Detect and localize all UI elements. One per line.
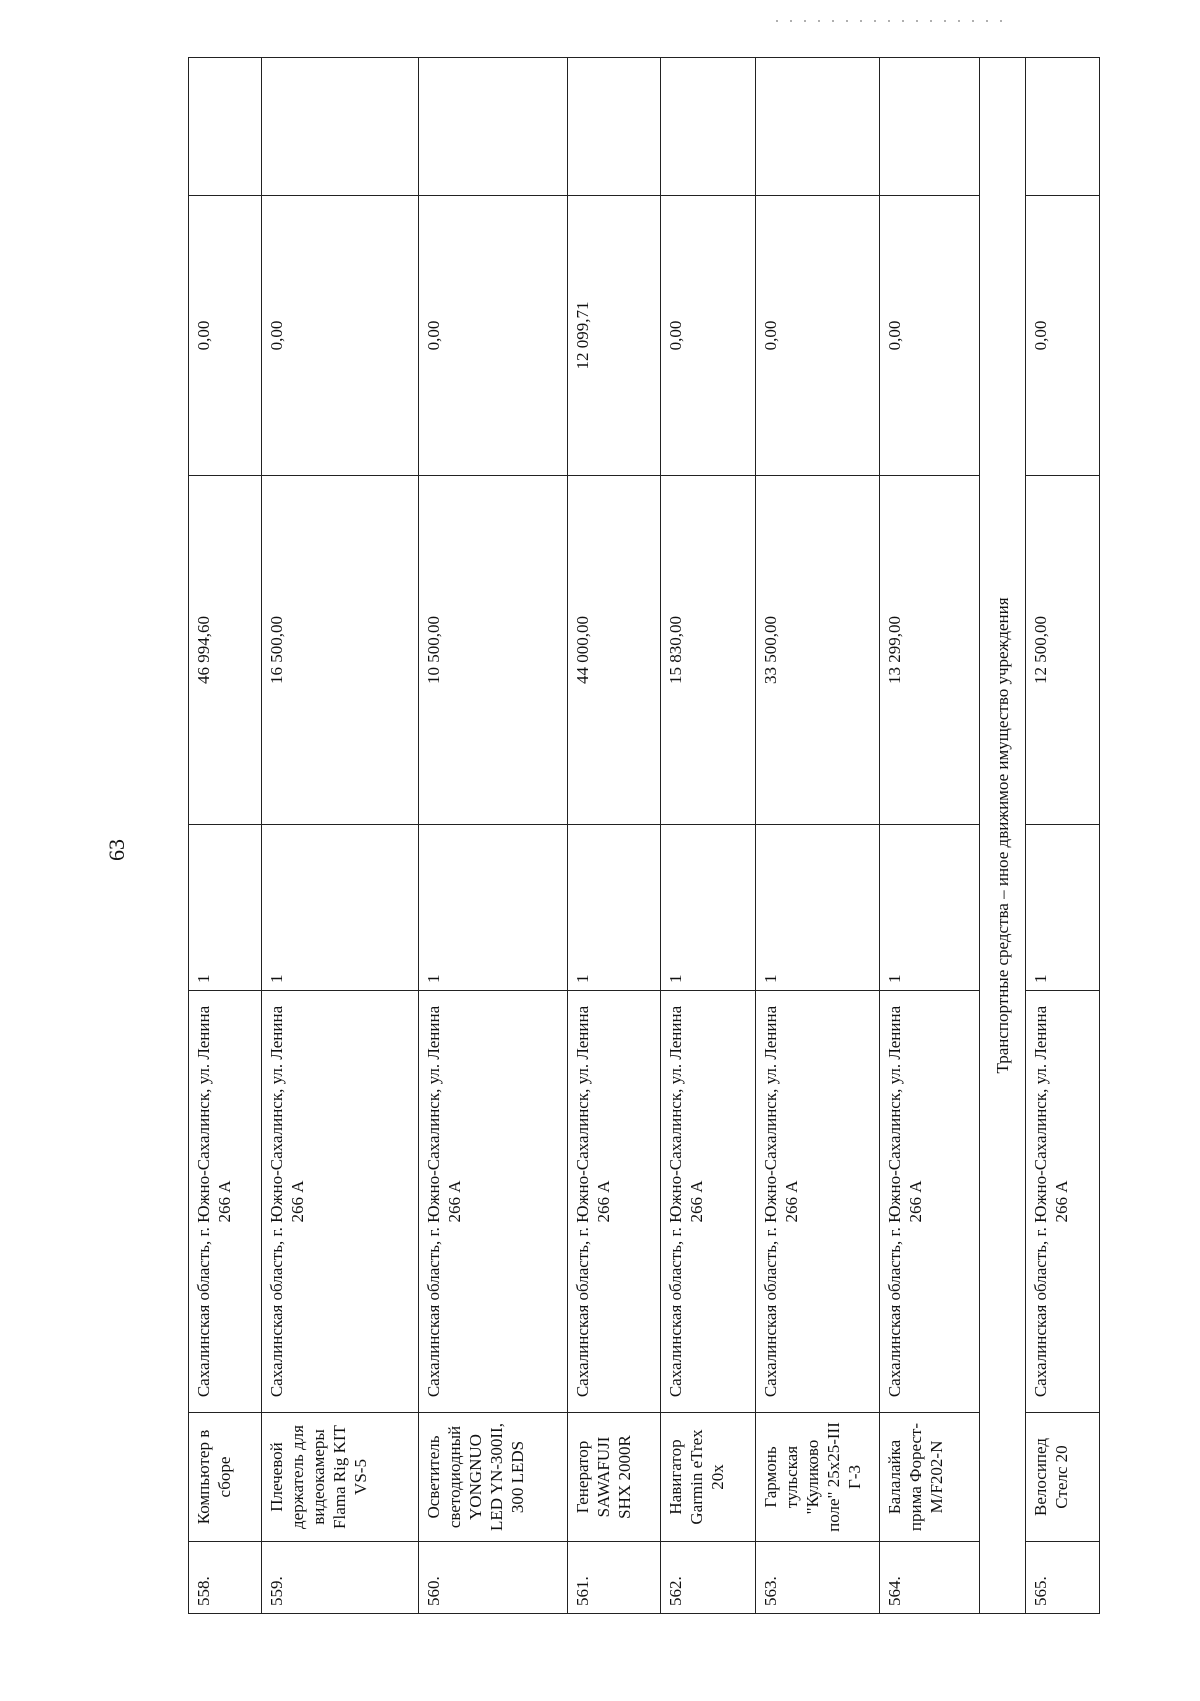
item-address: Сахалинская область, г. Южно-Сахалинск, ул. Ленина 266 А (660, 991, 755, 1413)
item-residual: 0,00 (418, 196, 567, 476)
item-residual: 0,00 (755, 196, 879, 476)
table-row (189, 58, 262, 1614)
item-name: Плечевой держатель для видеокамеры Flama Rig KIT VS-5 (262, 1413, 419, 1542)
item-name: Компьютер в сборе (189, 1413, 262, 1542)
row-number: 564. (879, 1542, 979, 1614)
item-name: Балалайка прима Форест-M/F202-N (879, 1413, 979, 1542)
item-cost: 15 830,00 (660, 476, 755, 825)
item-cost: 13 299,00 (879, 476, 979, 825)
item-cost: 12 500,00 (1025, 476, 1099, 825)
item-name: Навигатор Garmin eTrex 20x (660, 1413, 755, 1542)
row-number: 563. (755, 1542, 879, 1614)
table-row (660, 58, 755, 1614)
table-row (1025, 58, 1099, 1614)
table-row (262, 58, 419, 1614)
item-quantity: 1 (755, 825, 879, 991)
item-residual: 12 099,71 (568, 196, 661, 476)
item-quantity: 1 (660, 825, 755, 991)
item-residual: 0,00 (1025, 196, 1099, 476)
item-address: Сахалинская область, г. Южно-Сахалинск, ул. Ленина 266 А (189, 991, 262, 1413)
item-name: Велосипед Стелс 20 (1025, 1413, 1099, 1542)
item-quantity: 1 (189, 825, 262, 991)
rotated-table-container (188, 58, 1100, 1614)
item-residual: 0,00 (262, 196, 419, 476)
item-residual: 0,00 (660, 196, 755, 476)
empty-cell (660, 58, 755, 196)
empty-cell (189, 58, 262, 196)
empty-cell (568, 58, 661, 196)
section-header-row (980, 58, 1026, 1614)
item-quantity: 1 (1025, 825, 1099, 991)
row-number: 558. (189, 1542, 262, 1614)
empty-cell (755, 58, 879, 196)
item-residual: 0,00 (189, 196, 262, 476)
item-address: Сахалинская область, г. Южно-Сахалинск, ул. Ленина 266 А (262, 991, 419, 1413)
item-quantity: 1 (568, 825, 661, 991)
page-number: 63 (104, 839, 129, 861)
row-number: 560. (418, 1542, 567, 1614)
item-name: Генератор SAWAFUJI SHX 2000R (568, 1413, 661, 1542)
item-cost: 10 500,00 (418, 476, 567, 825)
item-cost: 44 000,00 (568, 476, 661, 825)
empty-cell (418, 58, 567, 196)
item-cost: 16 500,00 (262, 476, 419, 825)
item-cost: 33 500,00 (755, 476, 879, 825)
item-residual: 0,00 (879, 196, 979, 476)
section-header: Транспортные средства – иное движимое имущество учреждения (980, 58, 1026, 1614)
empty-cell (879, 58, 979, 196)
item-address: Сахалинская область, г. Южно-Сахалинск, ул. Ленина 266 А (418, 991, 567, 1413)
scan-noise (770, 18, 1010, 24)
table-row (879, 58, 979, 1614)
item-name: Осветитель светодиодный YONGNUO LED YN-300II, 300 LEDS (418, 1413, 567, 1542)
row-number: 565. (1025, 1542, 1099, 1614)
row-number: 561. (568, 1542, 661, 1614)
table-row (755, 58, 879, 1614)
item-cost: 46 994,60 (189, 476, 262, 825)
empty-cell (1025, 58, 1099, 196)
item-address: Сахалинская область, г. Южно-Сахалинск, ул. Ленина 266 А (755, 991, 879, 1413)
table-row (418, 58, 567, 1614)
item-quantity: 1 (418, 825, 567, 991)
item-address: Сахалинская область, г. Южно-Сахалинск, ул. Ленина 266 А (879, 991, 979, 1413)
empty-cell (262, 58, 419, 196)
item-name: Гармонь тульская "Куликово поле" 25х25-III Г-3 (755, 1413, 879, 1542)
property-table (188, 57, 1100, 1614)
item-quantity: 1 (262, 825, 419, 991)
table-row (568, 58, 661, 1614)
item-quantity: 1 (879, 825, 979, 991)
row-number: 559. (262, 1542, 419, 1614)
item-address: Сахалинская область, г. Южно-Сахалинск, ул. Ленина 266 А (1025, 991, 1099, 1413)
item-address: Сахалинская область, г. Южно-Сахалинск, ул. Ленина 266 А (568, 991, 661, 1413)
row-number: 562. (660, 1542, 755, 1614)
